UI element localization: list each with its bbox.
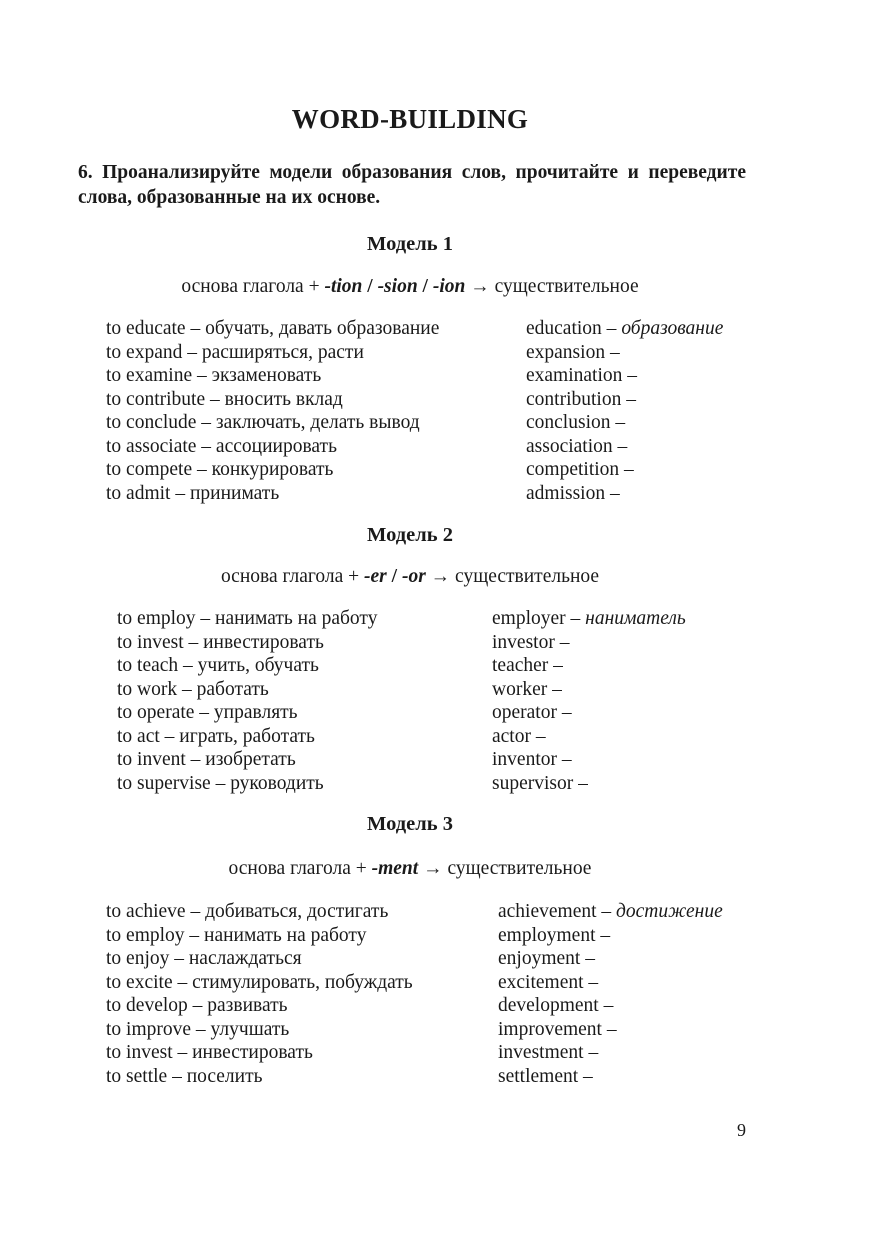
noun-entry <box>526 364 637 388</box>
noun-entry <box>498 1041 598 1065</box>
noun-word: association – <box>526 435 628 457</box>
word-pair-row <box>117 725 757 749</box>
noun-word: investment – <box>498 1042 599 1063</box>
formula-text: основа глагола + <box>181 276 325 297</box>
noun-word: enjoyment – <box>498 948 595 969</box>
verb-entry: to invest – инвестировать <box>117 631 324 653</box>
formula-result: → существительное <box>465 276 639 297</box>
noun-entry <box>526 482 620 506</box>
verb-entry: to employ – нанимать на работу <box>117 608 378 629</box>
word-pair-row <box>106 388 766 412</box>
model-2-formula <box>0 566 820 588</box>
model-1-formula <box>0 276 820 298</box>
verb-entry: to conclude – заключать, делать вывод <box>106 412 420 433</box>
verb-entry: to act – играть, работать <box>117 725 315 747</box>
noun-entry <box>526 411 625 435</box>
formula-suffix: -tion <box>324 276 363 297</box>
word-pair-row <box>117 772 757 796</box>
verb-entry: to educate – обучать, давать образование <box>106 318 440 339</box>
noun-word: settlement – <box>498 1065 593 1087</box>
word-pair-row <box>117 607 757 631</box>
task-instruction: 6. Проанализируйте модели образования слов, прочитайте и переведите слова, образованные на их основе. <box>78 162 746 208</box>
word-pair-row <box>106 971 766 995</box>
word-pair-row <box>106 341 766 365</box>
noun-word: contribution – <box>526 388 636 410</box>
verb-entry: to examine – экзаменовать <box>106 365 322 386</box>
formula-result: → существительное <box>418 858 592 879</box>
noun-entry <box>492 678 562 702</box>
word-pair-row <box>106 900 766 924</box>
noun-entry <box>492 701 572 725</box>
model-2-word-list <box>117 607 757 795</box>
noun-entry <box>498 994 613 1018</box>
noun-entry <box>526 317 723 341</box>
noun-entry <box>526 435 627 459</box>
noun-entry <box>492 725 546 749</box>
noun-word: education – <box>526 318 622 339</box>
word-pair-row <box>106 1041 766 1065</box>
noun-entry <box>498 1018 617 1042</box>
verb-entry: to invent – изобретать <box>117 749 296 770</box>
noun-word: supervisor – <box>492 772 588 794</box>
verb-entry: to supervise – руководить <box>117 772 324 794</box>
noun-translation: образование <box>621 318 724 339</box>
verb-entry: to work – работать <box>117 678 269 700</box>
formula-result: → существительное <box>425 566 600 587</box>
verb-entry: to enjoy – наслаждаться <box>106 948 302 969</box>
noun-word: conclusion – <box>526 412 626 433</box>
verb-entry: to expand – расширяться, расти <box>106 341 364 363</box>
noun-word: improvement – <box>498 1018 617 1040</box>
formula-suffix: -or <box>401 566 426 587</box>
noun-entry <box>492 654 563 678</box>
noun-word: employment – <box>498 924 611 946</box>
word-pair-row <box>106 924 766 948</box>
noun-word: operator – <box>492 702 572 723</box>
formula-suffix: -sion <box>377 276 418 297</box>
formula-suffix: -ion <box>432 276 466 297</box>
formula-separator: / <box>417 276 433 297</box>
noun-word: development – <box>498 995 614 1016</box>
noun-word: inventor – <box>492 749 572 770</box>
word-pair-row <box>117 701 757 725</box>
verb-entry: to contribute – вносить вклад <box>106 388 343 410</box>
noun-word: achievement – <box>498 901 617 922</box>
noun-word: competition – <box>526 459 634 480</box>
model-2-heading: Модель 2 <box>367 524 453 546</box>
noun-entry <box>492 772 588 796</box>
verb-entry: to develop – развивать <box>106 995 288 1016</box>
word-pair-row <box>106 411 766 435</box>
model-3-heading: Модель 3 <box>367 813 453 835</box>
word-pair-row <box>117 678 757 702</box>
model-1-heading: Модель 1 <box>367 233 453 255</box>
word-pair-row <box>106 458 766 482</box>
noun-word: investor – <box>492 631 570 653</box>
verb-entry: to achieve – добиваться, достигать <box>106 901 389 922</box>
page-title: WORD-BUILDING <box>291 104 529 134</box>
formula-text: основа глагола + <box>220 566 365 587</box>
noun-entry <box>492 607 686 631</box>
noun-translation: наниматель <box>585 608 686 629</box>
word-pair-row <box>106 482 766 506</box>
noun-word: excitement – <box>498 971 599 993</box>
noun-word: admission – <box>526 482 620 504</box>
noun-entry <box>526 388 636 412</box>
formula-suffix: -er <box>364 566 387 587</box>
word-pair-row <box>117 631 757 655</box>
noun-entry <box>498 924 610 948</box>
word-pair-row <box>106 435 766 459</box>
noun-entry <box>498 947 595 971</box>
word-pair-row <box>106 317 766 341</box>
noun-entry <box>492 631 569 655</box>
noun-entry <box>498 900 723 924</box>
noun-entry <box>498 1065 593 1089</box>
word-pair-row <box>106 364 766 388</box>
formula-separator: / <box>362 276 378 297</box>
verb-entry: to employ – нанимать на работу <box>106 924 367 946</box>
word-pair-row <box>106 947 766 971</box>
formula-text: основа глагола + <box>228 858 372 879</box>
noun-word: examination – <box>526 365 638 386</box>
verb-entry: to associate – ассоциировать <box>106 435 337 457</box>
word-pair-row <box>106 1065 766 1089</box>
formula-separator: / <box>386 566 402 587</box>
noun-word: employer – <box>492 608 586 629</box>
verb-entry: to admit – принимать <box>106 482 280 504</box>
noun-word: worker – <box>492 678 562 700</box>
model-3-formula <box>0 858 820 880</box>
noun-word: actor – <box>492 725 546 747</box>
verb-entry: to compete – конкурировать <box>106 459 334 480</box>
word-pair-row <box>106 994 766 1018</box>
model-1-word-list <box>106 317 766 505</box>
word-pair-row <box>106 1018 766 1042</box>
verb-entry: to teach – учить, обучать <box>117 655 319 676</box>
noun-word: teacher – <box>492 655 563 676</box>
verb-entry: to operate – управлять <box>117 702 298 723</box>
noun-entry <box>498 971 598 995</box>
noun-word: expansion – <box>526 341 620 363</box>
model-3-word-list <box>106 900 766 1088</box>
word-pair-row <box>117 748 757 772</box>
verb-entry: to excite – стимулировать, побуждать <box>106 971 413 993</box>
verb-entry: to settle – поселить <box>106 1065 263 1087</box>
formula-suffix: -ment <box>371 858 419 879</box>
noun-translation: достижение <box>616 901 723 922</box>
noun-entry <box>526 458 634 482</box>
verb-entry: to improve – улучшать <box>106 1018 290 1040</box>
noun-entry <box>526 341 620 365</box>
word-pair-row <box>117 654 757 678</box>
noun-entry <box>492 748 572 772</box>
verb-entry: to invest – инвестировать <box>106 1042 313 1063</box>
page-number: 9 <box>737 1120 746 1140</box>
